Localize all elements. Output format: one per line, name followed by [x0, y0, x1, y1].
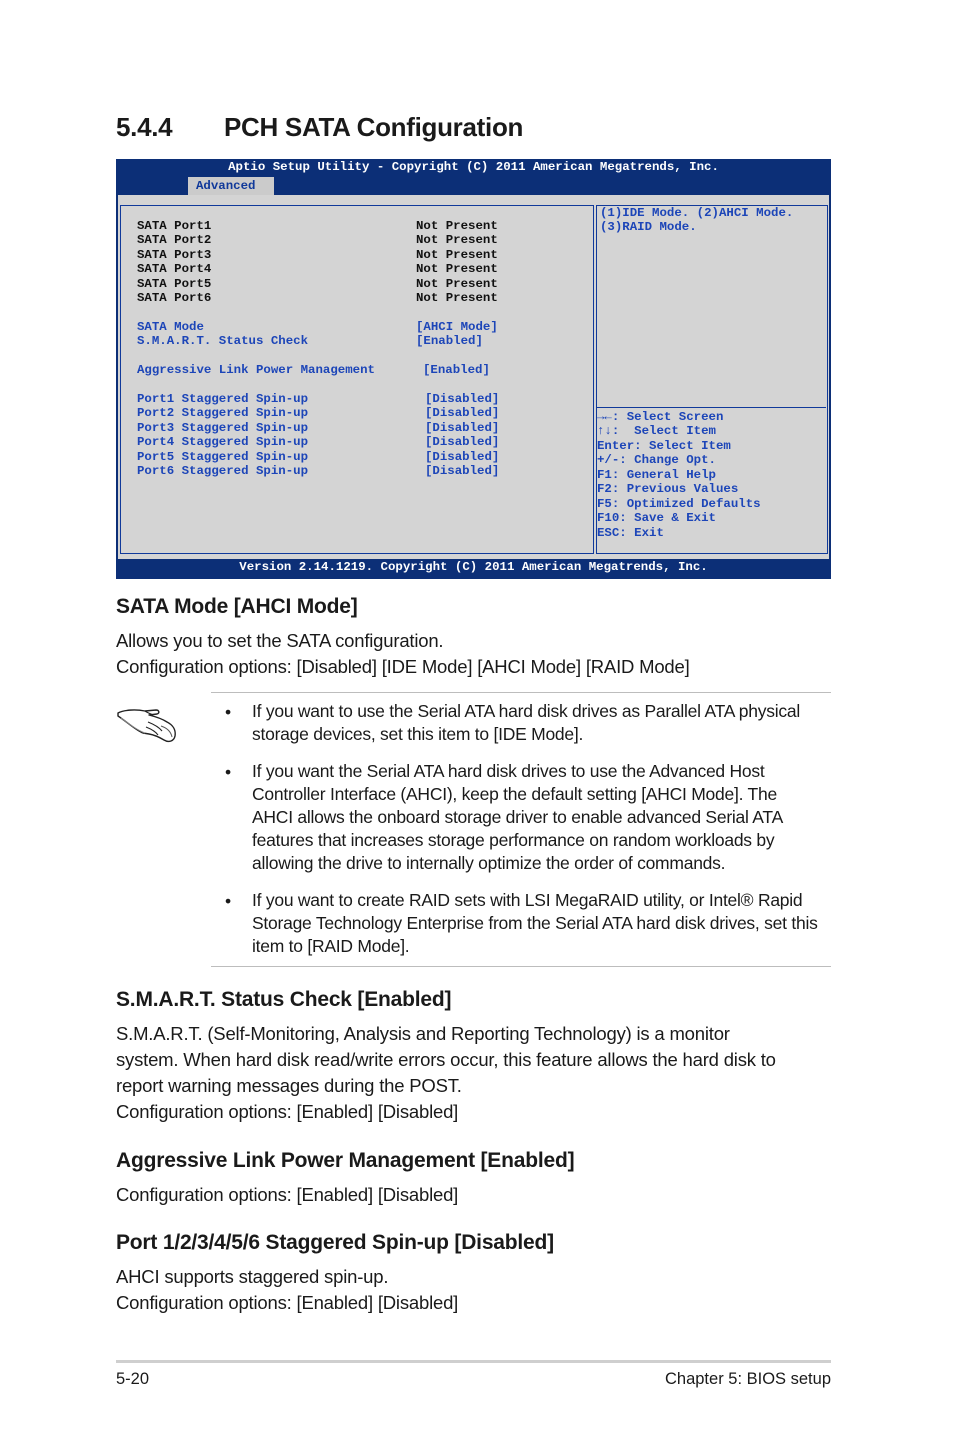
bios-help-text: (3)RAID Mode. [600, 220, 697, 235]
chapter-label: Chapter 5: BIOS setup [664, 1370, 831, 1388]
bios-help-text: (1)IDE Mode. (2)AHCI Mode. [600, 206, 794, 220]
bios-help-pane [596, 205, 828, 554]
bios-key-hint: +/-: Change Opt. [597, 453, 716, 468]
bios-port-value: Not Present [416, 262, 498, 277]
bios-version-bar: Version 2.14.1219. Copyright (C) 2011 American Megatrends, Inc. [239, 560, 708, 574]
bios-key-hint: F1: General Help [597, 467, 716, 482]
text-line: Allows you to set the SATA configuration. [116, 630, 444, 651]
page-title [116, 112, 523, 143]
bullet-icon: • [225, 762, 232, 782]
text-line: report warning messages during the POST. [116, 1075, 462, 1096]
bios-port-value: Not Present [416, 219, 498, 233]
bios-setting-label[interactable]: S.M.A.R.T. Status Check [137, 334, 309, 349]
heading-sata-mode: SATA Mode [AHCI Mode] [116, 595, 358, 618]
text-line: Configuration options: [Enabled] [Disabled] [116, 1184, 459, 1205]
bios-spinup-value[interactable]: [Disabled] [425, 406, 500, 421]
bios-key-hint: F10: Save & Exit [597, 511, 716, 526]
bios-body [118, 195, 829, 559]
sata-mode-description [116, 628, 836, 680]
bios-setting-value[interactable]: [Enabled] [416, 334, 483, 349]
footer-rule [116, 1360, 831, 1363]
spinup-description [116, 1264, 836, 1316]
bios-key-hint: ESC: Exit [597, 525, 664, 540]
note-top-rule [211, 692, 831, 693]
bios-tab-advanced[interactable]: Advanced [188, 177, 274, 195]
text-line: If you want the Serial ATA hard disk drives to use the Advanced Host [252, 761, 765, 781]
bios-setting-label[interactable]: SATA Mode [137, 320, 204, 334]
text-line: If you want to create RAID sets with LSI MegaRAID utility, or Intel® Rapid [252, 890, 803, 910]
bios-port-label: SATA Port1 [137, 219, 212, 233]
note-hand-icon [115, 696, 179, 746]
section-title: PCH SATA Configuration [224, 112, 524, 142]
bullet-icon: • [225, 702, 232, 722]
bios-spinup-label[interactable]: Port3 Staggered Spin-up [137, 420, 309, 435]
text-line: Configuration options: [Disabled] [IDE Mode] [AHCI Mode] [RAID Mode] [116, 656, 690, 677]
bios-port-label: SATA Port2 [137, 233, 212, 248]
bios-key-hint: F5: Optimized Defaults [597, 496, 761, 511]
bios-setting-value[interactable]: [AHCI Mode] [416, 320, 498, 334]
bios-spinup-value[interactable]: [Disabled] [425, 420, 500, 435]
note-item-raid [252, 889, 836, 958]
bios-alpm-label[interactable]: Aggressive Link Power Management [137, 363, 375, 377]
section-number: 5.4.4 [116, 112, 173, 142]
note-item-ide [252, 700, 836, 746]
text-line: Configuration options: [Enabled] [Disabled] [116, 1292, 459, 1313]
bios-spinup-value[interactable]: [Disabled] [425, 464, 500, 479]
bios-key-hint: →←: Select Screen [597, 410, 724, 424]
bios-port-value: Not Present [416, 276, 498, 291]
bios-port-label: SATA Port3 [137, 247, 212, 262]
note-bottom-rule [211, 966, 831, 967]
bios-spinup-label[interactable]: Port1 Staggered Spin-up [137, 392, 309, 406]
bios-port-value: Not Present [416, 247, 498, 262]
text-line: system. When hard disk read/write errors occur, this feature allows the hard disk to [116, 1049, 776, 1070]
bios-alpm-value[interactable]: [Enabled] [423, 363, 490, 377]
text-line: allowing the drive to internally optimize the order of commands. [252, 853, 726, 873]
bios-port-value: Not Present [416, 291, 498, 306]
bios-spinup-value[interactable]: [Disabled] [425, 435, 500, 450]
text-line: Configuration options: [Enabled] [Disabled] [116, 1101, 459, 1122]
heading-alpm: Aggressive Link Power Management [Enabled] [116, 1149, 575, 1172]
bios-spinup-value[interactable]: [Disabled] [425, 449, 500, 464]
bios-spinup-value[interactable]: [Disabled] [425, 392, 500, 406]
bios-screenshot [116, 159, 831, 579]
alpm-description [116, 1182, 836, 1208]
note-item-ahci [252, 760, 836, 875]
text-line: features that increases storage performance on random workloads by [252, 830, 775, 850]
bios-port-label: SATA Port5 [137, 276, 212, 291]
bios-spinup-label[interactable]: Port5 Staggered Spin-up [137, 449, 309, 464]
bios-port-label: SATA Port4 [137, 262, 212, 277]
text-line: Storage Technology Enterprise from the Serial ATA hard disk drives, set this [252, 913, 818, 933]
bios-port-label: SATA Port6 [137, 291, 212, 306]
bios-key-hint: F2: Previous Values [597, 482, 739, 497]
bios-key-hint: ↑↓: Select Item [597, 424, 716, 439]
bios-key-hint: Enter: Select Item [597, 438, 731, 453]
page-number: 5-20 [116, 1370, 150, 1388]
bios-settings-pane [120, 205, 594, 554]
text-line: item to [RAID Mode]. [252, 936, 410, 956]
text-line: If you want to use the Serial ATA hard disk drives as Parallel ATA physical [252, 701, 801, 721]
bullet-icon: • [225, 891, 232, 911]
heading-spinup: Port 1/2/3/4/5/6 Staggered Spin-up [Disabled] [116, 1231, 554, 1254]
smart-description [116, 1021, 836, 1125]
text-line: AHCI allows the onboard storage driver to enable advanced Serial ATA [252, 807, 783, 827]
bios-spinup-label[interactable]: Port6 Staggered Spin-up [137, 464, 309, 479]
bios-title-bar: Aptio Setup Utility - Copyright (C) 2011 American Megatrends, Inc. [228, 160, 719, 174]
text-line: storage devices, set this item to [IDE Mode]. [252, 724, 584, 744]
bios-help-divider [597, 407, 826, 408]
text-line: S.M.A.R.T. (Self-Monitoring, Analysis and Reporting Technology) is a monitor [116, 1023, 730, 1044]
bios-spinup-label[interactable]: Port4 Staggered Spin-up [137, 435, 309, 450]
text-line: AHCI supports staggered spin-up. [116, 1266, 389, 1287]
bios-port-value: Not Present [416, 233, 498, 248]
heading-smart: S.M.A.R.T. Status Check [Enabled] [116, 988, 452, 1011]
bios-spinup-label[interactable]: Port2 Staggered Spin-up [137, 406, 309, 421]
text-line: Controller Interface (AHCI), keep the default setting [AHCI Mode]. The [252, 784, 777, 804]
